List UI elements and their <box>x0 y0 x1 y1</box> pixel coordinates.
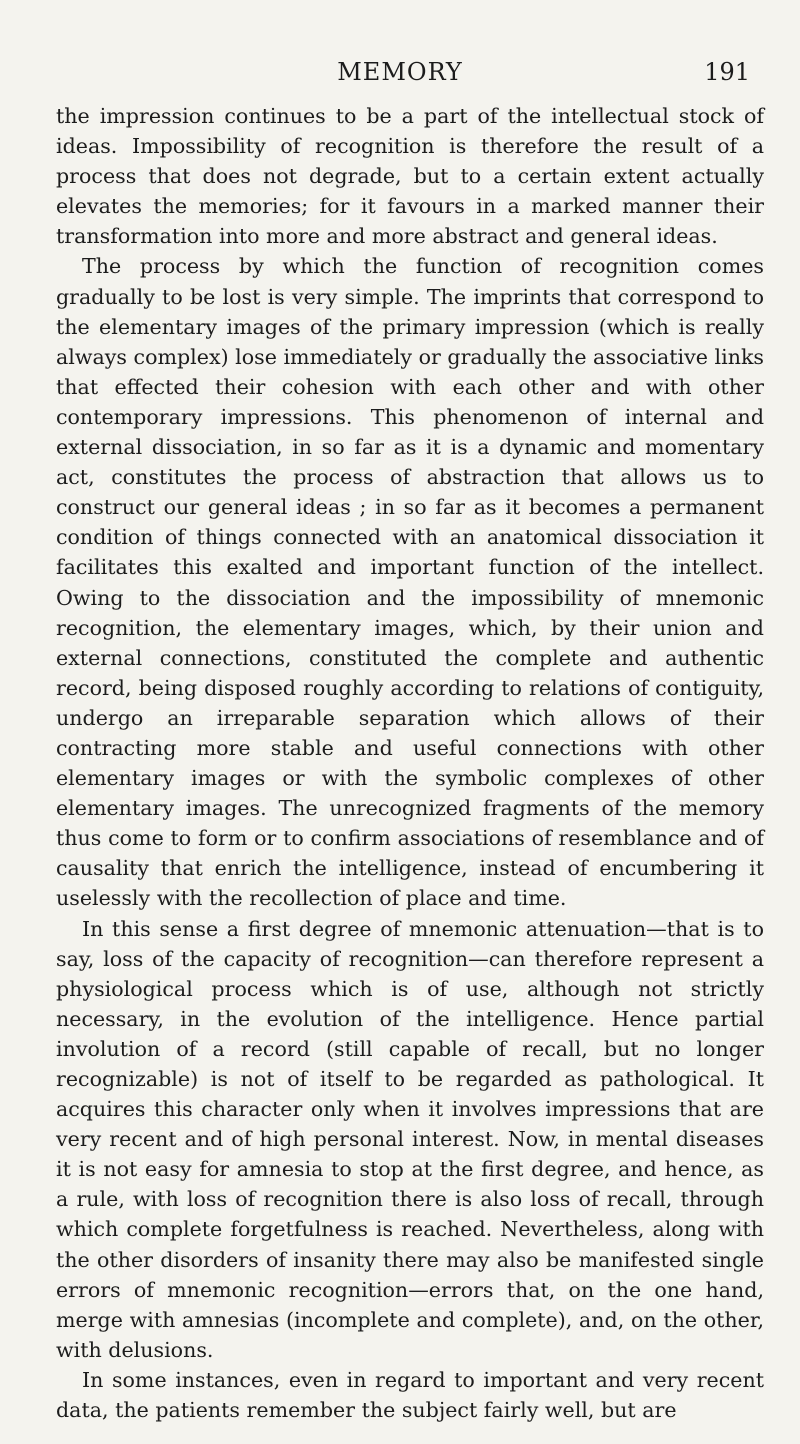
paragraph-some-instances: In some instances, even in regard to important and very recent data, the patients remember the subject fairly well, but are <box>56 1367 764 1423</box>
page-number: 191 <box>704 58 750 86</box>
paragraph-mnemonic-attenuation: In this sense a first degree of mnemonic attenuation—that is to say, loss of the capacity of recognition—can therefore represent a physiological process which is of use, although not strictly necessary, in the evolution of the intelligence. Hence partial involution of a record (still capable of recall, but no longer recognizable) is not of itself to be regarded as pathological. It acquires this character only when it involves impressions that are very recent and of high personal interest. Now, in mental diseases it is not easy for amnesia to stop at the first degree, and hence, as a rule, with loss of recognition there is also loss of recall, through which complete forgetfulness is reached. Nevertheless, along with the other disorders of insanity there may also be manifested single errors of mnemonic recognition—errors that, on the one hand, merge with amnesias (incomplete and complete), and, on the other, with delusions. <box>56 916 764 1362</box>
running-title: MEMORY <box>337 58 463 86</box>
page-header <box>0 58 800 92</box>
paragraph-recognition-process: The process by which the function of recognition comes gradually to be lost is very simple. The imprints that correspond to the elementary images of the primary impression (which is really always complex) lose immediately or gradually the associative links that effected their cohesion with each other and with other contemporary impressions. This phenomenon of internal and external dissociation, in so far as it is a dynamic and momentary act, constitutes the process of abstraction that allows us to construct our general ideas ; in so far as it becomes a permanent condition of things connected with an anatomical dissociation it facilitates this exalted and important function of the intellect. Owing to the dissociation and the impossibility of mnemonic recognition, the elementary images, which, by their union and external connections, constituted the complete and authentic record, being disposed roughly according to relations of contiguity, undergo an irreparable separation which allows of their contracting more stable and useful connections with other elementary images or with the symbolic complexes of other elementary images. The unrecognized fragments of the memory thus come to form or to confirm associations of resemblance and of causality that enrich the intelligence, instead of encumbering it uselessly with the recollection of place and time. <box>56 254 764 911</box>
paragraph-continuation: the impression continues to be a part of the intellectual stock of ideas. Impossibility of recognition is therefore the result of a process that does not degrade, but to a certain extent actually elevates the memories; for it favours in a marked manner their transformation into more and more abstract and general ideas. <box>56 104 764 249</box>
body-text <box>56 101 764 1425</box>
